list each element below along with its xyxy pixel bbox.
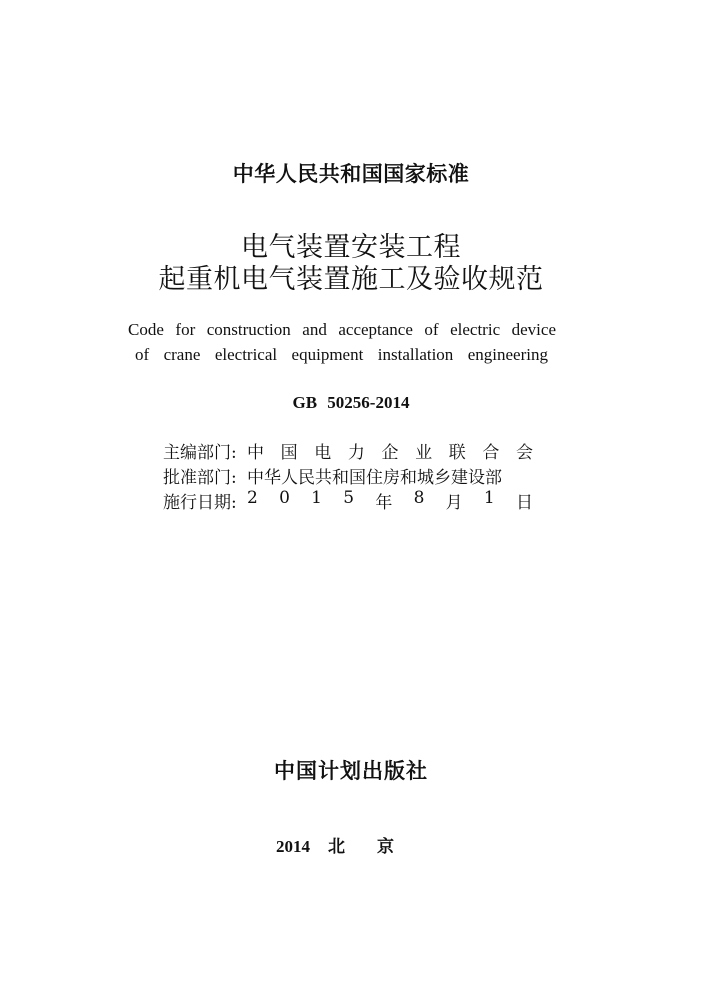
- standard-category: 中华人民共和国国家标准: [232, 162, 470, 186]
- editor-char: 联: [448, 443, 466, 463]
- editor-char: 业: [415, 443, 433, 463]
- english-title-line-1: Code for construction and acceptance of electric device: [128, 320, 556, 339]
- date-char: 2: [247, 488, 258, 508]
- date-char: 1: [483, 488, 495, 508]
- title-line-1: 电气装置安装工程: [241, 232, 461, 263]
- approver-row: [163, 463, 502, 488]
- effective-date-label: 施行日期:: [163, 493, 237, 513]
- approver-label: 批准部门:: [163, 468, 237, 488]
- editor-char: 中: [247, 443, 264, 463]
- publication-place: [276, 832, 426, 857]
- date-char: 1: [311, 488, 322, 508]
- publication-city: 北京: [328, 837, 426, 857]
- editor-char: 企: [381, 443, 399, 463]
- date-char: 日: [515, 493, 533, 513]
- editor-char: 电: [314, 443, 332, 463]
- publication-year: 2014: [276, 837, 310, 856]
- effective-date-value: [247, 488, 533, 513]
- effective-date-row: [163, 488, 533, 513]
- editor-value: [247, 438, 533, 463]
- editor-char: 会: [516, 443, 533, 463]
- editor-char: 合: [482, 443, 500, 463]
- date-char: 年: [375, 493, 393, 513]
- date-char: 月: [445, 493, 463, 513]
- publisher-name: 中国计划出版社: [274, 759, 428, 783]
- editor-row: [163, 438, 533, 463]
- date-char: 0: [279, 488, 290, 508]
- date-char: 8: [413, 488, 425, 508]
- editor-label: 主编部门:: [163, 443, 237, 463]
- editor-char: 力: [347, 443, 365, 463]
- date-char: 5: [343, 488, 355, 508]
- english-title-line-2: of crane electrical equipment installation engineering: [135, 345, 548, 364]
- standard-number: GB 50256-2014: [292, 393, 410, 412]
- approver-value: 中华人民共和国住房和城乡建设部: [247, 468, 502, 488]
- title-line-2: 起重机电气装置施工及验收规范: [158, 264, 544, 295]
- editor-char: 国: [280, 443, 298, 463]
